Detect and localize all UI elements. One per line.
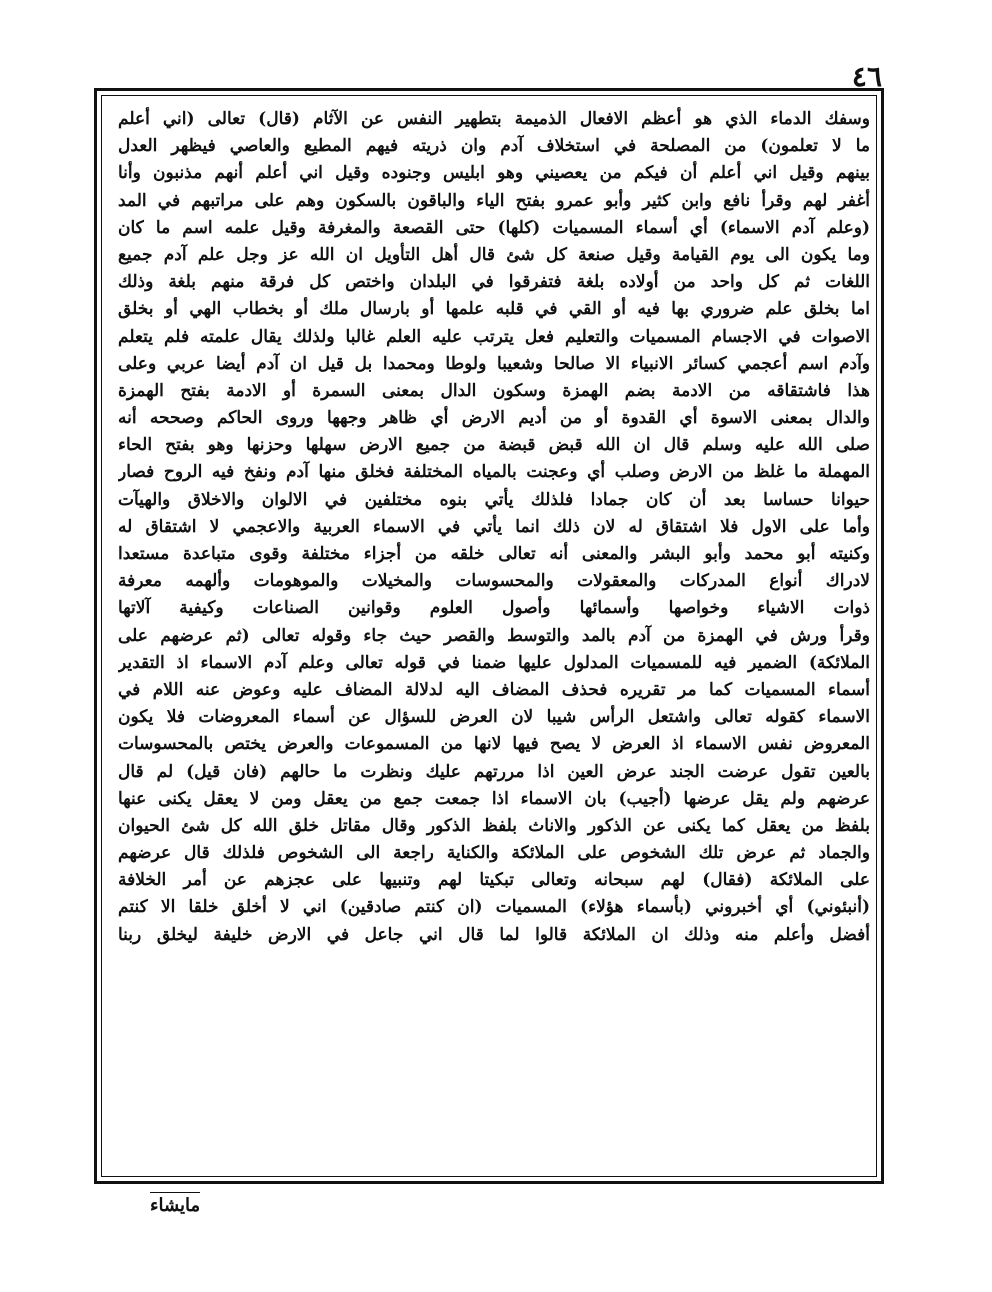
text-line: لادراك أنواع المدركات والمعقولات والمحسوسات والمخيلات والموهومات وألهمه معرفة: [118, 571, 870, 592]
text-line: بالعين تقول عرضت الجند عرض العين اذا مررتهم عليك ونظرت ما حالهم (فان قيل) لم قال: [118, 761, 870, 782]
text-line: وآدم اسم أعجمي كسائر الانبياء الا صالحا وشعيبا ولوطا ومحمدا بل قيل ان آدم أيضا عربي وعلى: [118, 353, 870, 374]
text-line: أسماء المسميات كما مر تقريره فحذف المضاف اليه لدلالة المضاف عليه وعوض عنه اللام في: [118, 679, 870, 700]
text-line: بينهم وقيل اني أعلم أن فيكم من يعصيني وهو ابليس وجنوده وقيل اني أعلم أنهم مذنبون وأنا: [118, 163, 870, 184]
text-line: والدال بمعنى الاسوة أي القدوة أو من أديم الارض أي ظاهر وجهها وروى الحاكم وصححه أنه: [118, 408, 870, 429]
text-line: عرضهم ولم يقل عرضها (أجيب) بان الاسماء اذا جمعت جمع من يعقل ومن لا يعقل يكنى عنها: [118, 788, 870, 809]
text-line: وأما على الاول فلا اشتقاق له لان ذلك انما يأتي في الاسماء العربية والاعجمي لا اشتقاق له: [118, 516, 870, 537]
text-line: بلفظ من يعقل كما يكنى عن الذكور والاناث بلفظ الذكور وقال مقاتل خلق الله كل شئ الحيوان: [118, 815, 870, 836]
text-line: أغفر لهم وقرأ نافع وابن كثير وأبو عمرو بفتح الياء والباقون بالسكون وهم على مراتبهم في المد: [118, 190, 870, 211]
text-line: المهملة ما غلظ من الارض وصلب أي وعجنت بالمياه المختلفة فخلق منها آدم ونفخ فيه الروح فصار: [118, 462, 870, 483]
text-line: على الملائكة (فقال) لهم سبحانه وتعالى تبكيتا لهم وتنبيها على عجزهم عن أمر الخلافة: [118, 870, 870, 891]
text-line: الاصوات في الاجسام المسميات والتعليم فعل يترتب عليه العلم غالبا ولذلك يقال علمته فلم يتعلم: [118, 326, 870, 347]
text-line: وسفك الدماء الذي هو أعظم الافعال الذميمة بتطهير النفس عن الآثام (قال) تعالى (اني أعلم: [118, 109, 870, 129]
text-line: اما بخلق علم ضروري بها فيه أو القي في قلبه علمها أو بارسال ملك أو بخطاب الهي أو بخلق: [118, 299, 870, 320]
text-line: (وعلم آدم الاسماء) أي أسماء المسميات (كلها) حتى القصعة والمغرفة وقيل علمه اسم ما كان: [118, 217, 870, 238]
text-line: الملائكة) الضمير فيه للمسميات المدلول عليها ضمنا في قوله تعالى وعلم آدم الاسماء اذ التقدير: [118, 652, 870, 673]
text-line: (أنبئوني) أي أخبروني (بأسماء هؤلاء) المسميات (ان كنتم صادقين) اني لا أخلق خلقا الا كنتم: [118, 897, 870, 918]
main-text-block: [118, 106, 870, 1168]
text-line: الاسماء كقوله تعالى واشتعل الرأس شيبا لان العرض للسؤال عن أسماء المعروضات فلا يكون: [118, 707, 870, 728]
text-line: المعروض نفس الاسماء اذ العرض لا يصح فيها لانها من المسموعات والعرض يختص بالمحسوسات: [118, 734, 870, 755]
page-number: ٤٦: [851, 60, 882, 93]
text-line: وقرأ ورش في الهمزة من آدم بالمد والتوسط والقصر حيث جاء وقوله تعالى (ثم عرضهم على: [118, 625, 870, 646]
catchword: مايشاء: [150, 1192, 200, 1216]
text-line: حيوانا حساسا بعد أن كان جمادا فلذلك يأتي بنوه مختلفين في الالوان والاخلاق والهيآت: [118, 489, 870, 510]
text-line: هذا فاشتقاقه من الادمة بضم الهمزة وسكون الدال بمعنى السمرة أو الادمة بفتح الهمزة: [118, 380, 870, 401]
text-line: والجماد ثم عرض تلك الشخوص على الملائكة والكناية راجعة الى الشخوص فلذلك قال عرضهم: [118, 843, 870, 864]
text-line: ذوات الاشياء وخواصها وأسمائها وأصول العلوم وقوانين الصناعات وكيفية آلاتها: [118, 598, 870, 619]
text-line: اللغات ثم كل واحد من أولاده بلغة فتفرقوا في البلدان واختص كل فرقة منهم بلغة وذلك: [118, 272, 870, 293]
text-line: وكنيته أبو محمد وأبو البشر والمعنى أنه تعالى خلقه من أجزاء مختلفة وقوى متباعدة مستعدا: [118, 544, 870, 564]
text-line: أفضل وأعلم منه وذلك ان الملائكة قالوا لما قال اني جاعل في الارض خليفة ليخلق ربنا: [118, 924, 870, 945]
text-line: صلى الله عليه وسلم قال ان الله قبض قبضة من جميع الارض سهلها وحزنها وهو بفتح الحاء: [118, 435, 870, 456]
text-line: ما لا تعلمون) من المصلحة في استخلاف آدم وان ذريته فيهم المطيع والعاصي فيظهر العدل: [118, 136, 870, 157]
text-line: وما يكون الى يوم القيامة وقيل صنعة كل شئ قال أهل التأويل ان الله عز وجل علم آدم جميع: [118, 244, 870, 265]
